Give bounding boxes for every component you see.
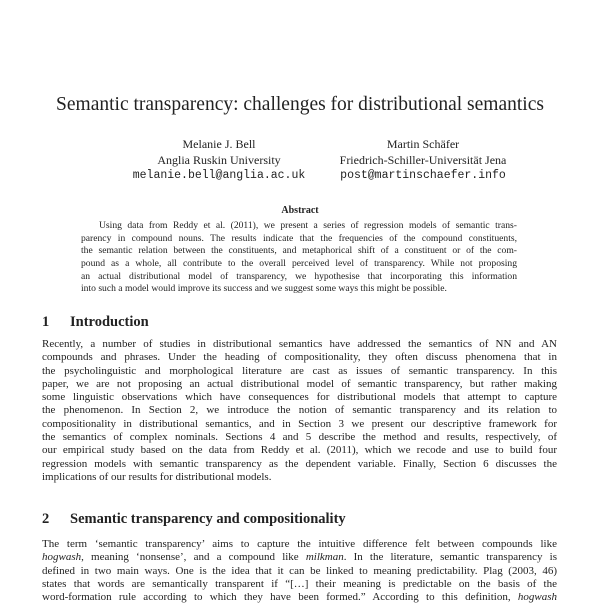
abstract-heading: Abstract [281,205,319,216]
section-heading [42,314,149,331]
text-line: the semantic relation between the constituents, and metaphorical shift of a constituent or of the com- [81,245,517,257]
text-line: the phenomenon. In Section 2, we introduce the notion of semantic transparency and its relation to [42,404,557,417]
text-line: implications of our results for distributional models. [42,470,272,483]
author-name: Martin Schäfer [386,137,460,151]
text-line: states that words are semantically transparent if “[…] their meaning is predictable on the basis of the [42,577,557,590]
text-line: the psycholinguistic and morphological literature are cast as issues of semantic transparency. In this [42,364,557,377]
text-line: parency in compound nouns. The results indicate that the frequencies of the compound constituents, [81,232,517,244]
text-line: The term ‘semantic transparency’ aims to capture the intuitive difference felt between compounds like [42,538,557,550]
text-line: hogwash, meaning ‘nonsense’, and a compound like milkman. In the literature, semantic transparency is [42,551,557,564]
section-number: 1 [42,314,50,330]
section-title: Semantic transparency and compositionality [70,511,346,527]
text-line: defined in two main ways. One is the idea that it can be linked to meaning predictability. Plag (2003, 46) [42,564,557,577]
text-line: word-formation rule according to which they have been formed.” According to this definition, hogwash [42,591,557,604]
author-affiliation: Anglia Ruskin University [157,153,281,167]
author-name: Melanie J. Bell [182,137,256,151]
text-line: an actual distributional model of transparency, we hypothesise that incorporating this information [81,270,517,282]
section-number: 2 [42,511,50,527]
text-line: into such a model would improve its success and we suggest some ways this might be possible. [81,283,447,295]
author-email: post@martinschaefer.info [340,169,506,182]
text-line: compounds and phrases. Under the heading of compositionality, they often discuss phenomena that in [42,351,557,364]
section-body [42,538,557,604]
text-line: some linguistic observations which have consequences for distributional models that attempt to capture [42,391,557,404]
text-line: compositionality in distributional semantics, and in Section 3 we present our descriptive framework for [42,417,557,430]
text-line: paper, we are not proposing an actual distributional model of semantic transparency, but rather making [42,377,557,390]
section-body [42,338,557,484]
text-line: pound as a whole, all contribute to the overall perceived level of transparency. While not proposing [81,258,517,270]
text-line: our empirical study based on the data from Reddy et al. (2011), which we recode and use to build four [42,444,557,457]
text-line: Using data from Reddy et al. (2011), we present a series of regression models of semantic trans- [99,220,517,231]
text-line: the semantics of complex nominals. Sections 4 and 5 describe the method and results, respectively, of [42,431,557,444]
author-block [313,136,533,184]
section-heading [42,511,346,528]
text-line: Recently, a number of studies in distributional semantics have addressed the semantics of NN and AN [42,338,557,350]
author-affiliation: Friedrich-Schiller-Universität Jena [339,153,507,167]
author-block [109,136,329,184]
paper-title: Semantic transparency: challenges for distributional semantics [56,94,544,115]
section-title: Introduction [70,314,149,330]
text-line: regression models with semantic transparency as the dependent variable. Finally, Section 6 discusses the [42,457,557,470]
author-email: melanie.bell@anglia.ac.uk [132,169,306,182]
abstract-text [81,220,517,296]
